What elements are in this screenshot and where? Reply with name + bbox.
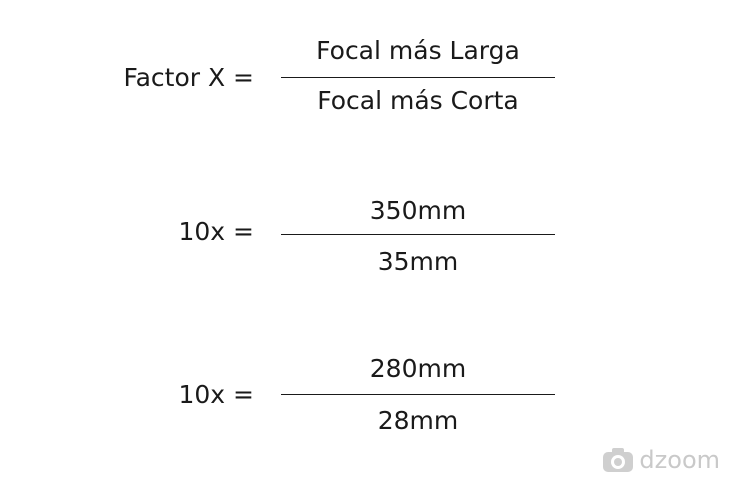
formula-1-fraction-bar bbox=[281, 77, 555, 78]
formula-2-fraction-bar bbox=[281, 234, 555, 235]
formula-1-denominator: Focal más Corta bbox=[317, 86, 519, 115]
watermark-text: dzoom bbox=[639, 446, 720, 474]
formula-2-lhs: 10x = bbox=[178, 217, 254, 246]
formula-2-denominator: 35mm bbox=[377, 247, 459, 276]
formula-1-lhs: Factor X = bbox=[123, 63, 254, 92]
formula-2-numerator: 350mm bbox=[369, 196, 467, 225]
formula-3-numerator: 280mm bbox=[369, 354, 467, 383]
camera-icon bbox=[603, 448, 633, 472]
formula-3-lhs: 10x = bbox=[178, 380, 254, 409]
dzoom-watermark bbox=[603, 446, 720, 474]
formula-1-numerator: Focal más Larga bbox=[316, 36, 520, 65]
formula-3-fraction-bar bbox=[281, 394, 555, 395]
formula-3-denominator: 28mm bbox=[377, 406, 459, 435]
